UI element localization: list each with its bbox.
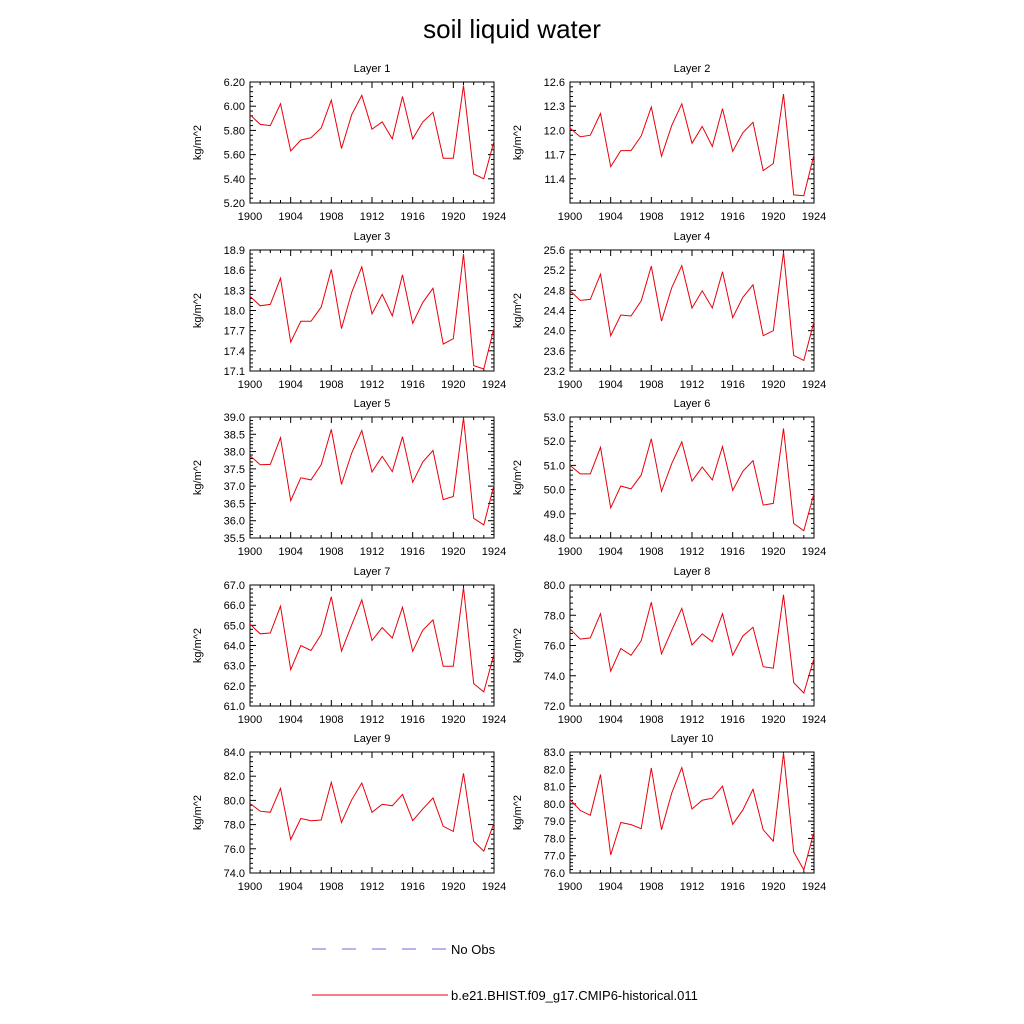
x-tick-label: 1924	[481, 379, 507, 391]
x-tick-label: 1904	[278, 714, 303, 726]
series-line-model	[250, 254, 494, 369]
y-axis-label: kg/m^2	[512, 292, 524, 329]
y-tick-label: 11.4	[544, 173, 565, 186]
panel-title: Layer 9	[353, 733, 391, 745]
y-tick-label: 37.0	[223, 481, 245, 494]
y-tick-label: 49.0	[543, 508, 565, 521]
x-tick-label: 1912	[359, 714, 385, 726]
y-tick-label: 17.1	[223, 366, 245, 378]
series-line-model	[250, 588, 494, 692]
x-tick-label: 1920	[441, 546, 466, 558]
x-tick-label: 1924	[481, 714, 507, 726]
panel-layer-7	[192, 566, 506, 726]
y-axis-label: kg/m^2	[192, 124, 204, 161]
y-axis-label: kg/m^2	[192, 794, 204, 831]
panel-title: Layer 4	[673, 231, 711, 243]
x-tick-label: 1900	[557, 211, 583, 223]
x-tick-label: 1900	[237, 714, 263, 726]
y-tick-label: 24.4	[543, 305, 565, 318]
x-tick-label: 1900	[237, 379, 263, 391]
y-tick-label: 18.9	[223, 245, 245, 257]
x-tick-label: 1916	[400, 379, 425, 391]
legend-model-label: b.e21.BHIST.f09_g17.CMIP6-historical.011	[451, 988, 698, 1003]
panel-layer-1	[192, 63, 506, 223]
y-tick-label: 23.6	[543, 345, 565, 358]
y-tick-label: 81.0	[543, 781, 565, 794]
panel-title: Layer 8	[673, 566, 711, 578]
y-axis-label: kg/m^2	[512, 459, 524, 496]
x-tick-label: 1916	[720, 881, 745, 893]
y-tick-label: 12.6	[543, 77, 565, 89]
series-line-model	[250, 86, 494, 179]
x-tick-label: 1908	[639, 211, 664, 223]
y-tick-label: 76.0	[543, 640, 565, 653]
x-tick-label: 1908	[319, 881, 344, 893]
panel-layer-9	[192, 733, 506, 893]
y-tick-label: 36.5	[223, 498, 245, 511]
panel-layer-10	[512, 733, 826, 893]
x-tick-label: 1908	[319, 379, 344, 391]
panel-title: Layer 1	[353, 63, 391, 75]
x-tick-label: 1924	[801, 379, 827, 391]
panel-title: Layer 2	[673, 63, 711, 75]
y-tick-label: 17.7	[223, 325, 245, 338]
y-tick-label: 84.0	[223, 747, 245, 759]
y-axis-label: kg/m^2	[192, 459, 204, 496]
plot-frame	[570, 752, 814, 873]
y-tick-label: 17.4	[223, 345, 245, 358]
y-tick-label: 12.3	[543, 101, 565, 114]
series-line-model	[250, 418, 494, 525]
series-line-model	[250, 773, 494, 851]
x-tick-label: 1916	[400, 714, 425, 726]
x-tick-label: 1908	[319, 714, 344, 726]
y-tick-label: 12.0	[543, 125, 565, 138]
y-tick-label: 64.0	[223, 640, 245, 653]
legend-obs-label: No Obs	[451, 942, 496, 957]
x-tick-label: 1920	[761, 714, 786, 726]
x-tick-label: 1916	[400, 211, 425, 223]
y-tick-label: 5.20	[223, 198, 245, 210]
x-tick-label: 1908	[639, 881, 664, 893]
x-tick-label: 1904	[278, 211, 303, 223]
x-tick-label: 1916	[720, 714, 745, 726]
y-tick-label: 35.5	[223, 533, 245, 545]
y-tick-label: 63.0	[223, 660, 245, 673]
x-tick-label: 1900	[557, 714, 583, 726]
y-tick-label: 5.40	[223, 173, 245, 186]
y-tick-label: 25.2	[543, 265, 565, 278]
y-tick-label: 50.0	[543, 484, 565, 497]
y-tick-label: 38.5	[223, 429, 245, 442]
y-tick-label: 78.0	[223, 819, 245, 832]
y-tick-label: 80.0	[543, 798, 565, 811]
y-tick-label: 82.0	[223, 771, 245, 784]
x-tick-label: 1912	[679, 881, 705, 893]
x-tick-label: 1912	[359, 211, 385, 223]
series-line-model	[570, 252, 814, 360]
y-axis-label: kg/m^2	[512, 794, 524, 831]
x-tick-label: 1920	[761, 379, 786, 391]
y-tick-label: 24.0	[543, 325, 565, 338]
x-tick-label: 1904	[598, 881, 623, 893]
x-tick-label: 1904	[598, 546, 623, 558]
y-tick-label: 39.0	[223, 412, 245, 424]
x-tick-label: 1908	[319, 211, 344, 223]
x-tick-label: 1912	[359, 881, 385, 893]
x-tick-label: 1924	[801, 211, 827, 223]
panel-layer-5	[192, 398, 506, 558]
panel-layer-6	[512, 398, 826, 558]
x-tick-label: 1904	[278, 881, 303, 893]
x-tick-label: 1920	[441, 211, 466, 223]
x-tick-label: 1904	[278, 379, 303, 391]
y-tick-label: 24.8	[543, 285, 565, 298]
y-tick-label: 5.80	[223, 125, 245, 138]
panel-title: Layer 7	[353, 566, 391, 578]
y-tick-label: 18.6	[223, 265, 245, 278]
y-tick-label: 36.0	[223, 515, 245, 528]
x-tick-label: 1912	[359, 546, 385, 558]
y-tick-label: 61.0	[223, 701, 245, 713]
y-tick-label: 67.0	[223, 580, 245, 592]
x-tick-label: 1920	[441, 714, 466, 726]
y-axis-label: kg/m^2	[512, 627, 524, 664]
x-tick-label: 1916	[400, 546, 425, 558]
y-axis-label: kg/m^2	[192, 627, 204, 664]
x-tick-label: 1912	[679, 546, 705, 558]
y-tick-label: 18.3	[223, 285, 245, 298]
series-line-model	[570, 94, 814, 196]
y-tick-label: 65.0	[223, 620, 245, 633]
series-line-model	[570, 595, 814, 693]
y-tick-label: 78.0	[543, 833, 565, 846]
x-tick-label: 1908	[639, 379, 664, 391]
series-line-model	[570, 428, 814, 530]
x-tick-label: 1912	[679, 379, 705, 391]
panel-layer-3	[192, 231, 506, 391]
panel-layer-4	[512, 231, 826, 391]
plot-frame	[570, 417, 814, 538]
y-tick-label: 83.0	[543, 747, 565, 759]
x-tick-label: 1904	[598, 379, 623, 391]
x-tick-label: 1924	[801, 881, 827, 893]
x-tick-label: 1900	[557, 546, 583, 558]
y-tick-label: 6.20	[223, 77, 245, 89]
x-tick-label: 1920	[761, 546, 786, 558]
y-tick-label: 5.60	[223, 149, 245, 162]
panels-group	[192, 63, 826, 893]
y-tick-label: 74.0	[223, 868, 245, 880]
panel-title: Layer 10	[670, 733, 714, 745]
x-tick-label: 1924	[801, 714, 827, 726]
y-tick-label: 51.0	[543, 460, 565, 473]
y-tick-label: 6.00	[223, 101, 245, 114]
x-tick-label: 1916	[720, 379, 745, 391]
y-tick-label: 79.0	[543, 816, 565, 829]
panel-title: Layer 3	[353, 231, 391, 243]
y-tick-label: 82.0	[543, 764, 565, 777]
y-tick-label: 76.0	[223, 843, 245, 856]
y-tick-label: 48.0	[543, 533, 565, 545]
x-tick-label: 1920	[761, 881, 786, 893]
panel-layer-8	[512, 566, 826, 726]
y-tick-label: 78.0	[543, 610, 565, 623]
figure-title: soil liquid water	[423, 14, 601, 44]
x-tick-label: 1924	[801, 546, 827, 558]
y-tick-label: 38.0	[223, 446, 245, 459]
x-tick-label: 1912	[679, 714, 705, 726]
x-tick-label: 1924	[481, 546, 507, 558]
x-tick-label: 1916	[400, 881, 425, 893]
x-tick-label: 1900	[557, 379, 583, 391]
x-tick-label: 1904	[278, 546, 303, 558]
y-tick-label: 18.0	[223, 305, 245, 318]
x-tick-label: 1900	[237, 881, 263, 893]
x-tick-label: 1908	[319, 546, 344, 558]
x-tick-label: 1904	[598, 714, 623, 726]
y-tick-label: 23.2	[543, 366, 565, 378]
y-tick-label: 11.7	[544, 149, 565, 162]
panel-title: Layer 6	[673, 398, 711, 410]
x-tick-label: 1908	[639, 714, 664, 726]
x-tick-label: 1904	[598, 211, 623, 223]
x-tick-label: 1916	[720, 546, 745, 558]
x-tick-label: 1908	[639, 546, 664, 558]
y-tick-label: 53.0	[543, 412, 565, 424]
y-tick-label: 62.0	[223, 680, 245, 693]
y-tick-label: 74.0	[543, 670, 565, 683]
y-tick-label: 25.6	[543, 245, 565, 257]
panel-layer-2	[512, 63, 826, 223]
plot-frame	[250, 82, 494, 203]
x-tick-label: 1924	[481, 211, 507, 223]
x-tick-label: 1900	[237, 211, 263, 223]
y-tick-label: 52.0	[543, 436, 565, 449]
y-axis-label: kg/m^2	[192, 292, 204, 329]
y-tick-label: 66.0	[223, 600, 245, 613]
x-tick-label: 1920	[761, 211, 786, 223]
x-tick-label: 1924	[481, 881, 507, 893]
x-tick-label: 1920	[441, 881, 466, 893]
legend	[312, 942, 698, 1003]
series-line-model	[570, 753, 814, 870]
x-tick-label: 1900	[237, 546, 263, 558]
y-tick-label: 80.0	[223, 795, 245, 808]
y-axis-label: kg/m^2	[512, 124, 524, 161]
x-tick-label: 1912	[359, 379, 385, 391]
y-tick-label: 80.0	[543, 580, 565, 592]
x-tick-label: 1920	[441, 379, 466, 391]
plot-frame	[250, 250, 494, 371]
x-tick-label: 1912	[679, 211, 705, 223]
x-tick-label: 1916	[720, 211, 745, 223]
panel-title: Layer 5	[353, 398, 391, 410]
y-tick-label: 77.0	[543, 850, 565, 863]
y-tick-label: 76.0	[543, 868, 565, 880]
y-tick-label: 72.0	[543, 701, 565, 713]
y-tick-label: 37.5	[223, 463, 245, 476]
x-tick-label: 1900	[557, 881, 583, 893]
